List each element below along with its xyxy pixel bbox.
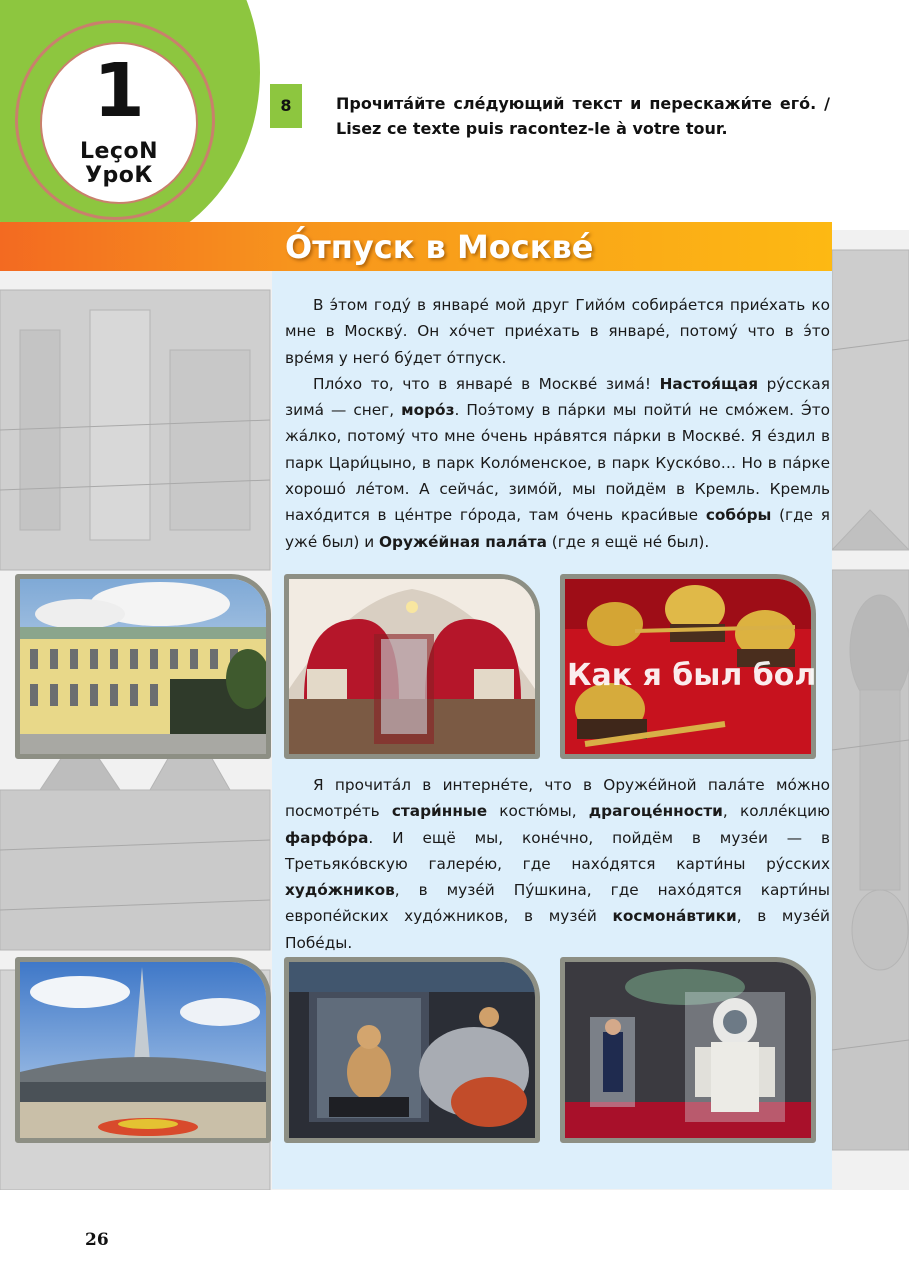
overlay-caption: Как я был бол (567, 658, 817, 693)
keyword: моро́з (401, 401, 455, 420)
paragraph-2: Пло́хо то, что в январе́ в Москве́ зима́! Настоя́щая ру́сская зима́ — снег, моро́з. Поэ́тому в па́рки мы пойти́ не смо́жем. Э́то жа́лко, потому́ что мне о́чень нра́вятся па́рки в Москве́. Я е́здил в парк Цари́цыно, в парк Коло́менское, в парк Куско́во… Но в па́рке хорошо́ ле́том. А сейча́с, зимо́й, мы пойдём в Кремль. Кремль нахо́дится в це́нтре го́рода, там о́чень краси́вые собо́ры (где я уже́ был) и Оруже́йная пала́та (где я ещё не́ был). (285, 374, 831, 551)
lesson-label-fr: LeçoN (79, 139, 158, 164)
keyword: худо́жников (285, 881, 395, 900)
photo-space-dogs-exhibit (284, 957, 540, 1143)
photo-cosmonautics-monument (15, 957, 271, 1143)
keyword: Оруже́йная пала́та (379, 532, 547, 551)
page-number: 26 (85, 1230, 109, 1250)
task-instruction: Прочита́йте сле́дующий текст и перескажи́те его́. / Lisez ce texte puis racontez-le à votre tour. (336, 94, 830, 138)
lesson-circle (40, 42, 198, 204)
text-block-2 (285, 772, 830, 956)
keyword: Настоя́щая (659, 374, 759, 393)
keyword: фарфо́ра (285, 828, 369, 847)
lesson-label-ru: УроК (85, 163, 153, 188)
keyword: стари́нные (391, 802, 488, 821)
photo-armoury-hall (284, 574, 540, 759)
keyword: космона́втики (612, 907, 737, 926)
keyword: собо́ры (705, 506, 772, 525)
task-number-badge: 8 (270, 84, 302, 128)
paragraph-3: Я прочита́л в интерне́те, что в Оруже́йной пала́те мо́жно посмотре́ть стари́нные костю́мы, драгоце́нности, колле́кцию фарфо́ра. И ещё мы, коне́чно, пойдём в музе́и — в Третьяко́вскую галере́ю, где нахо́дятся карти́ны ру́сских худо́жников, в музе́й Пу́шкина, где нахо́дятся карти́ны европе́йских худо́жников, в музе́й космона́втики, в музе́й Побе́ды. (285, 776, 830, 952)
photo-spacesuits-exhibit (560, 957, 816, 1143)
photo-armoury-chamber-building (15, 574, 271, 759)
lesson-number: 1 (93, 48, 145, 134)
paragraph-1: В э́том году́ в январе́ мой друг Гийо́м собира́ется прие́хать ко мне в Москву́. Он хо́чет прие́хать в январе́, потому́ что в э́то вре́мя у него́ бу́дет о́тпуск. (285, 296, 830, 367)
page-title: О́тпуск в Москве́ (285, 228, 594, 266)
keyword: драгоце́нности (588, 802, 723, 821)
text-block-1 (285, 292, 830, 555)
